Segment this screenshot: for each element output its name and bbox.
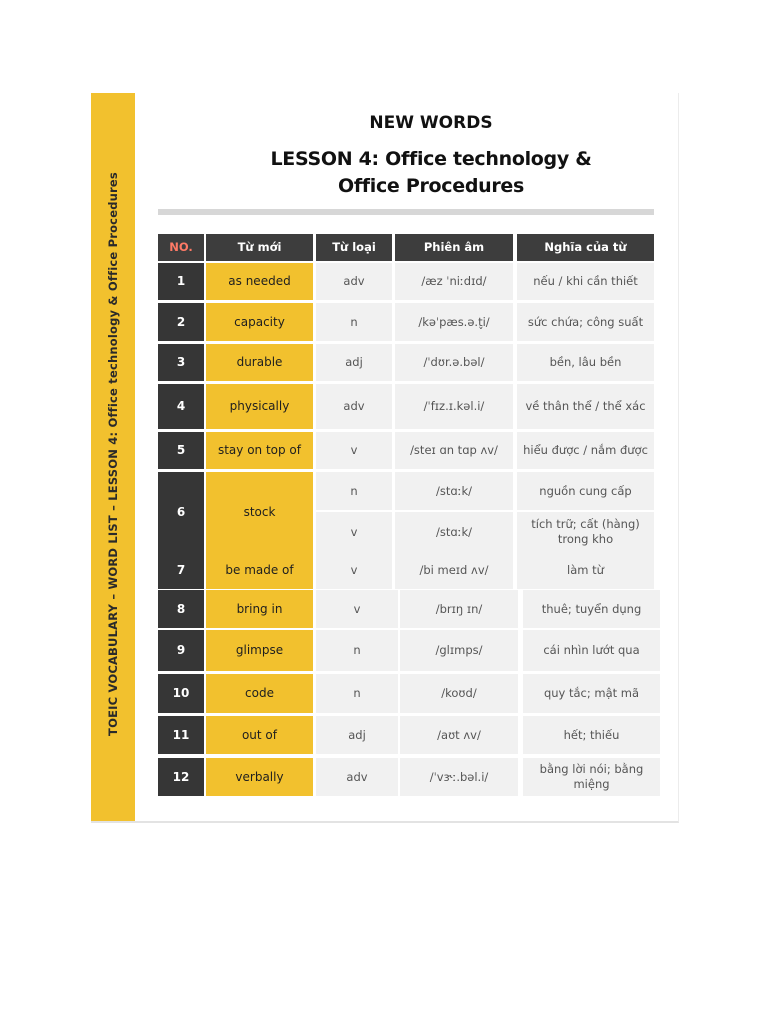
row-word: verbally xyxy=(206,758,313,796)
header-word-type: Từ loại xyxy=(316,234,392,261)
row-number: 3 xyxy=(158,344,204,381)
row-pronunciation: /ˈfɪz.ɪ.kəl.i/ xyxy=(395,384,513,429)
row-pronunciation: /ˈdʊr.ə.bəl/ xyxy=(395,344,513,381)
new-words-heading: NEW WORDS xyxy=(369,113,493,133)
row-meaning: nếu / khi cần thiết xyxy=(517,263,654,300)
row-number: 4 xyxy=(158,384,204,429)
row-meaning: nguồn cung cấp xyxy=(517,472,654,510)
header-no: NO. xyxy=(158,234,204,261)
row-meaning: bằng lời nói; bằng miệng xyxy=(523,758,660,796)
row-meaning: thuê; tuyển dụng xyxy=(523,590,660,628)
row-pronunciation: /stɑːk/ xyxy=(395,472,513,510)
row-pronunciation: /steɪ ɑn tɑp ʌv/ xyxy=(395,432,513,469)
sidebar-band xyxy=(91,93,135,821)
row-meaning: quy tắc; mật mã xyxy=(523,674,660,713)
row-number: 10 xyxy=(158,674,204,713)
row-word: stock xyxy=(206,472,313,552)
header-pronunciation: Phiên âm xyxy=(395,234,513,261)
row-number: 11 xyxy=(158,716,204,754)
row-meaning: bền, lâu bền xyxy=(517,344,654,381)
row-word-type: adj xyxy=(316,716,398,754)
sidebar-title: TOEIC VOCABULARY – WORD LIST – LESSON 4: Office technology & Office Procedures xyxy=(106,172,120,736)
row-number: 2 xyxy=(158,303,204,341)
row-word: capacity xyxy=(206,303,313,341)
vocabulary-card xyxy=(91,93,679,823)
row-word: physically xyxy=(206,384,313,429)
row-meaning: làm từ xyxy=(517,552,654,589)
row-word-type: v xyxy=(316,432,392,469)
row-word: be made of xyxy=(206,552,313,589)
header-meaning: Nghĩa của từ xyxy=(517,234,654,261)
row-pronunciation: /brɪŋ ɪn/ xyxy=(400,590,518,628)
row-word-type: n xyxy=(316,472,392,510)
row-number: 7 xyxy=(158,552,204,589)
row-number: 6 xyxy=(158,472,204,552)
row-word: code xyxy=(206,674,313,713)
row-meaning: hết; thiếu xyxy=(523,716,660,754)
row-pronunciation: /ˈvɝː.bəl.i/ xyxy=(400,758,518,796)
row-word-type: adj xyxy=(316,344,392,381)
row-word-type: n xyxy=(316,303,392,341)
lesson-title-line-2: Office Procedures xyxy=(337,175,525,197)
row-meaning: cái nhìn lướt qua xyxy=(523,630,660,671)
row-word: out of xyxy=(206,716,313,754)
row-word-type: n xyxy=(316,674,398,713)
row-pronunciation: /æz ˈniːdɪd/ xyxy=(395,263,513,300)
header-new-word: Từ mới xyxy=(206,234,313,261)
row-word-type: v xyxy=(316,512,392,552)
lesson-title-line-1: LESSON 4: Office technology & xyxy=(270,148,592,170)
row-pronunciation: /bi meɪd ʌv/ xyxy=(395,552,513,589)
row-word-type: v xyxy=(316,590,398,628)
row-meaning: tích trữ; cất (hàng) trong kho xyxy=(517,512,654,552)
row-pronunciation: /stɑːk/ xyxy=(395,512,513,552)
row-meaning: về thân thể / thể xác xyxy=(517,384,654,429)
row-word-type: adv xyxy=(316,384,392,429)
row-pronunciation: /glɪmps/ xyxy=(400,630,518,671)
row-pronunciation: /aʊt ʌv/ xyxy=(400,716,518,754)
row-number: 8 xyxy=(158,590,204,628)
divider xyxy=(158,209,654,215)
row-number: 9 xyxy=(158,630,204,671)
row-number: 1 xyxy=(158,263,204,300)
row-word: durable xyxy=(206,344,313,381)
row-pronunciation: /kəˈpæs.ə.t̬i/ xyxy=(395,303,513,341)
row-word: as needed xyxy=(206,263,313,300)
lesson-title xyxy=(231,146,631,200)
row-word: stay on top of xyxy=(206,432,313,469)
row-word-type: v xyxy=(316,552,392,589)
row-number: 12 xyxy=(158,758,204,796)
row-pronunciation: /koʊd/ xyxy=(400,674,518,713)
row-word-type: n xyxy=(316,630,398,671)
row-word: bring in xyxy=(206,590,313,628)
row-word-type: adv xyxy=(316,758,398,796)
row-meaning: hiểu được / nắm được xyxy=(517,432,654,469)
row-word-type: adv xyxy=(316,263,392,300)
row-meaning: sức chứa; công suất xyxy=(517,303,654,341)
row-word: glimpse xyxy=(206,630,313,671)
row-number: 5 xyxy=(158,432,204,469)
